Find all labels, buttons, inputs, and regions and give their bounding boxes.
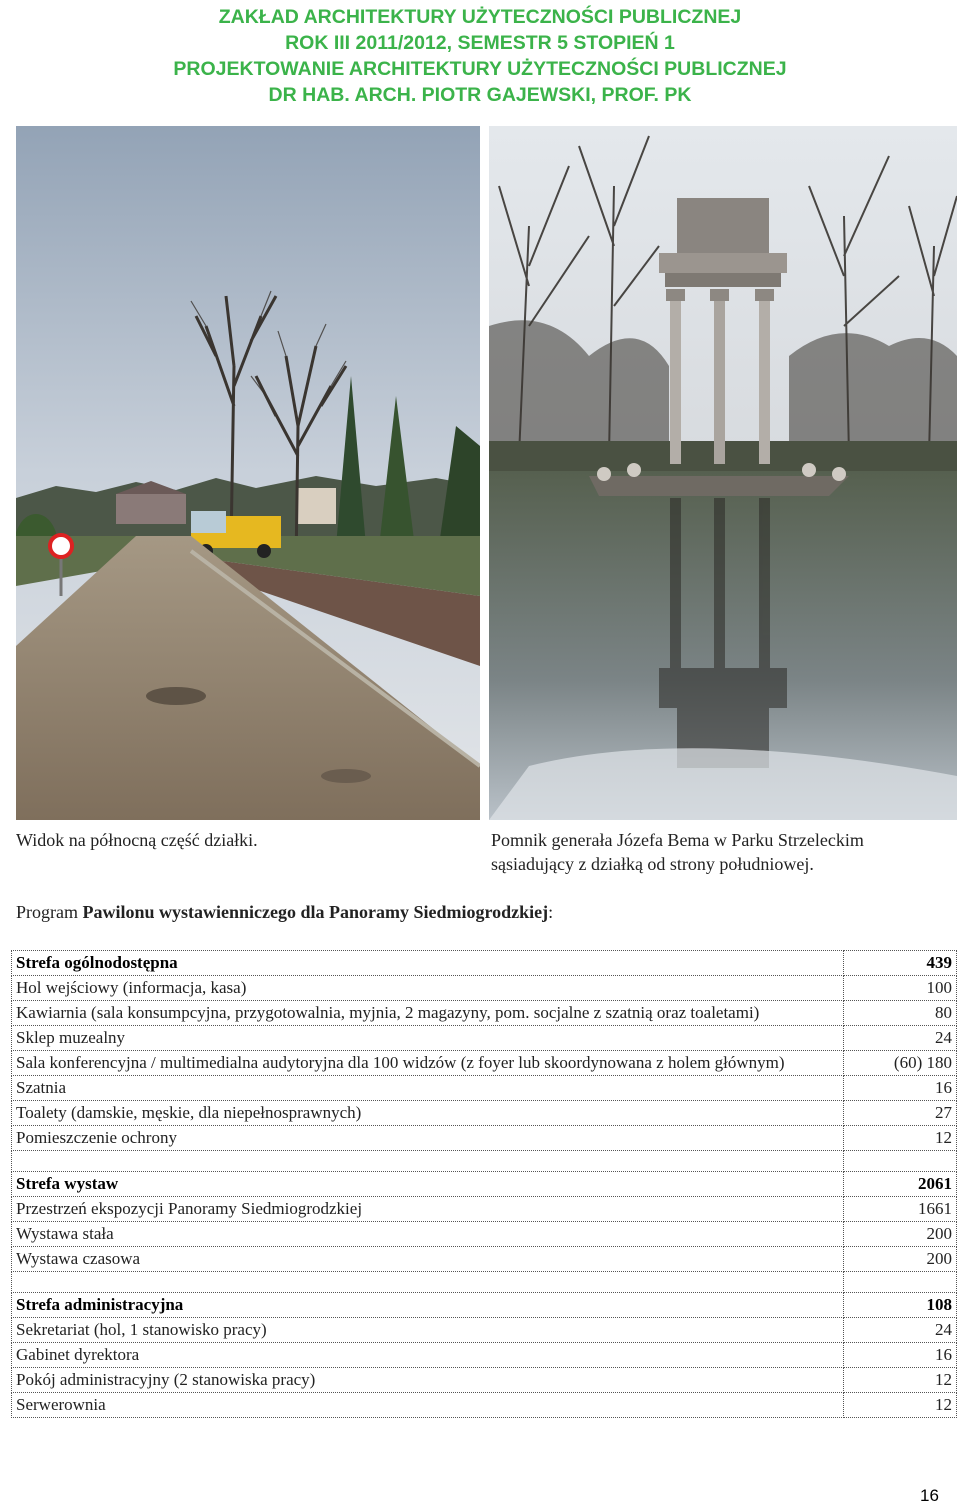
table-row xyxy=(12,1368,957,1393)
table-row xyxy=(12,1197,957,1222)
table-row xyxy=(12,1076,957,1101)
room-name: Wystawa czasowa xyxy=(12,1247,844,1272)
page-number: 16 xyxy=(920,1486,939,1505)
room-area: 27 xyxy=(844,1101,957,1126)
room-name: Szatnia xyxy=(12,1076,844,1101)
zone-total: 2061 xyxy=(844,1172,957,1197)
room-area: 16 xyxy=(844,1076,957,1101)
room-area: 12 xyxy=(844,1368,957,1393)
table-row xyxy=(12,1026,957,1051)
document-header xyxy=(0,4,960,108)
room-name: Wystawa stała xyxy=(12,1222,844,1247)
room-area: 24 xyxy=(844,1026,957,1051)
zone-total: 108 xyxy=(844,1293,957,1318)
room-area: 12 xyxy=(844,1126,957,1151)
zone-title: Strefa wystaw xyxy=(12,1172,844,1197)
room-name: Sklep muzealny xyxy=(12,1026,844,1051)
room-name: Kawiarnia (sala konsumpcyjna, przygotowalnia, myjnia, 2 magazyny, pom. socjalne z szatnią oraz toaletami) xyxy=(12,1001,844,1026)
table-row xyxy=(12,1001,957,1026)
room-area: 24 xyxy=(844,1318,957,1343)
room-area: (60) 180 xyxy=(844,1051,957,1076)
table-row xyxy=(12,1393,957,1418)
table-row xyxy=(12,1101,957,1126)
caption-bem-monument: Pomnik generała Józefa Bema w Parku Strzeleckim sąsiadujący z działką od strony południowej. xyxy=(491,830,864,874)
program-suffix: : xyxy=(548,902,554,922)
zone-header-administration xyxy=(12,1293,957,1318)
table-row xyxy=(12,1126,957,1151)
zone-title: Strefa ogólnodostępna xyxy=(12,951,844,976)
room-name: Sekretariat (hol, 1 stanowisko pracy) xyxy=(12,1318,844,1343)
room-name: Toalety (damskie, męskie, dla niepełnosprawnych) xyxy=(12,1101,844,1126)
room-name: Serwerownia xyxy=(12,1393,844,1418)
header-line-year: ROK III 2011/2012, SEMESTR 5 STOPIEŃ 1 xyxy=(285,32,675,54)
room-area: 1661 xyxy=(844,1197,957,1222)
table-row xyxy=(12,1051,957,1076)
header-line-course: PROJEKTOWANIE ARCHITEKTURY UŻYTECZNOŚCI PUBLICZNEJ xyxy=(173,58,787,80)
room-name: Przestrzeń ekspozycji Panoramy Siedmiogrodzkiej xyxy=(12,1197,844,1222)
room-area: 12 xyxy=(844,1393,957,1418)
program-table xyxy=(11,950,957,1418)
table-row xyxy=(12,1222,957,1247)
room-area: 200 xyxy=(844,1247,957,1272)
room-area: 16 xyxy=(844,1343,957,1368)
table-spacer xyxy=(12,1151,957,1172)
table-row xyxy=(12,1247,957,1272)
table-spacer xyxy=(12,1272,957,1293)
zone-header-exhibitions xyxy=(12,1172,957,1197)
header-line-lecturer: DR HAB. ARCH. PIOTR GAJEWSKI, PROF. PK xyxy=(268,84,692,106)
photo-north-plot xyxy=(16,126,480,820)
program-title: Pawilonu wystawienniczego dla Panoramy Siedmiogrodzkiej xyxy=(82,902,549,922)
room-name: Gabinet dyrektora xyxy=(12,1343,844,1368)
program-heading xyxy=(16,902,553,923)
zone-title: Strefa administracyjna xyxy=(12,1293,844,1318)
zone-header-public xyxy=(12,951,957,976)
room-area: 100 xyxy=(844,976,957,1001)
room-area: 80 xyxy=(844,1001,957,1026)
room-area: 200 xyxy=(844,1222,957,1247)
room-name: Sala konferencyjna / multimedialna audytoryjna dla 100 widzów (z foyer lub skoordynowana z holem głównym) xyxy=(12,1051,844,1076)
zone-total: 439 xyxy=(844,951,957,976)
program-prefix: Program xyxy=(16,902,83,922)
room-name: Hol wejściowy (informacja, kasa) xyxy=(12,976,844,1001)
room-name: Pokój administracyjny (2 stanowiska pracy) xyxy=(12,1368,844,1393)
room-name: Pomieszczenie ochrony xyxy=(12,1126,844,1151)
caption-north-plot: Widok na północną część działki. xyxy=(16,830,258,850)
table-row xyxy=(12,1318,957,1343)
table-row xyxy=(12,1343,957,1368)
table-row xyxy=(12,976,957,1001)
header-line-department: ZAKŁAD ARCHITEKTURY UŻYTECZNOŚCI PUBLICZNEJ xyxy=(218,6,742,28)
photo-bem-monument xyxy=(489,126,957,820)
